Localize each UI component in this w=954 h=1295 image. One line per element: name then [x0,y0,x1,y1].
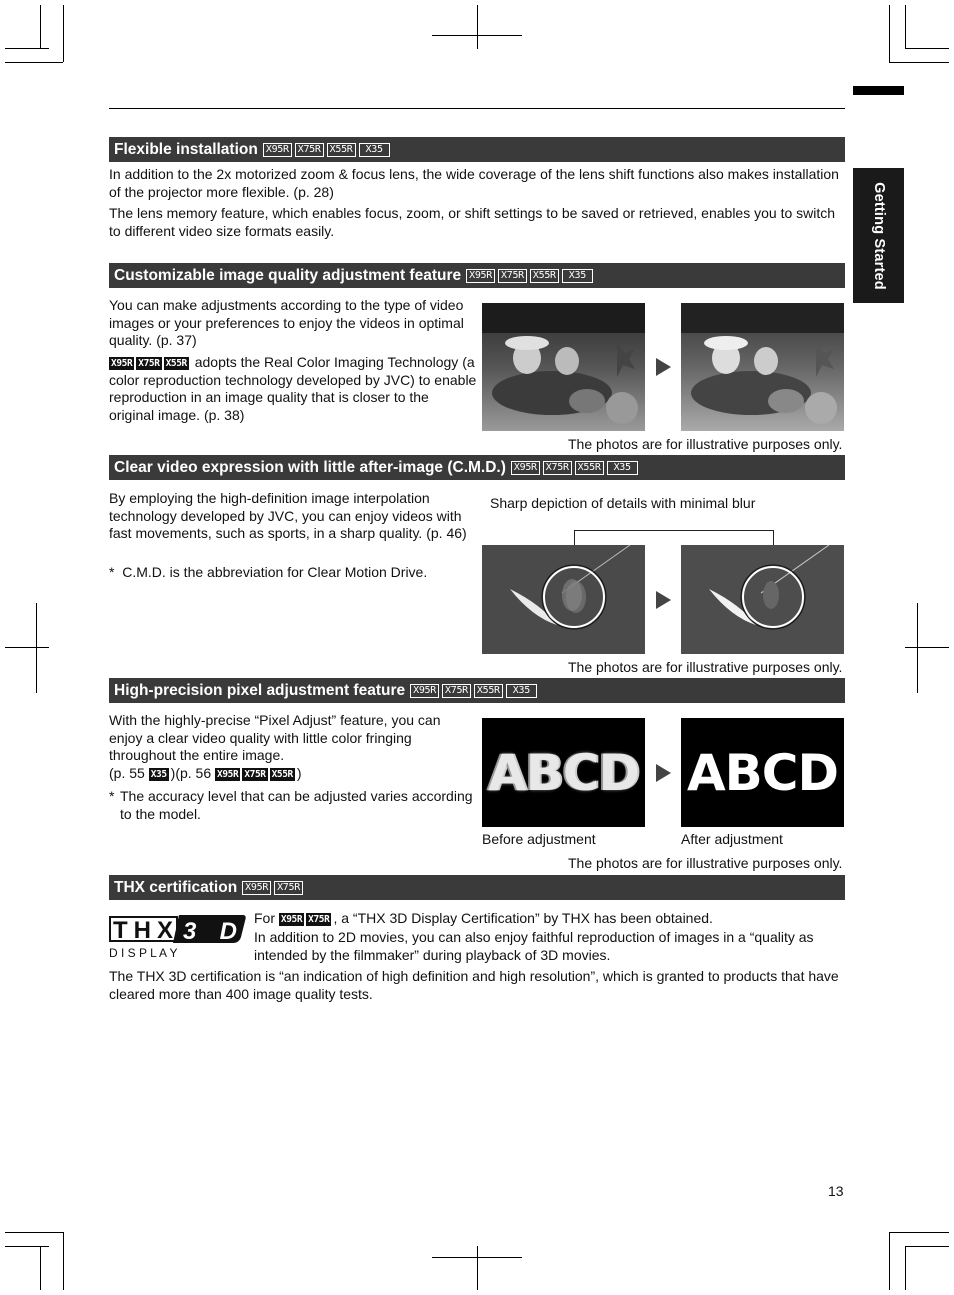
after-label: After adjustment [681,831,783,847]
note-text: The accuracy level that can be adjusted varies according to the model. [120,788,473,822]
page-number: 13 [828,1183,844,1199]
crop-mark [889,1232,949,1233]
model-badge: X55R [575,461,604,475]
arrow-right-icon [656,591,671,609]
model-badge: X75R [138,358,160,369]
model-badge: X75R [543,461,572,475]
model-badge: X35 [359,143,390,157]
crop-mark [36,603,37,693]
photo-before-beach [482,303,645,431]
model-badge: X55R [530,269,559,283]
model-badge: X75R [274,881,303,895]
paragraph: In addition to 2D movies, you can also enjoy faithful reproduction of images in a “quality as intended by the filmmaker” during playback of 3D movies. [254,929,814,963]
model-badge: X75R [295,143,324,157]
svg-text:3D: 3D [183,918,237,945]
model-badge: X75R [498,269,527,283]
arrow-right-icon [656,764,671,782]
photo-note: The photos are for illustrative purposes only. [568,855,843,871]
photo-after-surfer [681,545,844,654]
crop-mark [5,1232,63,1233]
crop-mark [889,62,949,63]
crop-mark [889,1232,890,1290]
footnote [109,564,477,582]
side-tab[interactable] [853,168,904,303]
header-rule [109,108,845,109]
logo-thx-text: THX [113,917,173,944]
photo-after-beach [681,303,844,431]
model-badge: X35 [562,269,593,283]
model-badge: X95R [242,881,271,895]
model-badge: X95R [280,914,303,925]
crop-mark [432,1257,522,1258]
note-marker: * [109,564,115,580]
section-header-pixel-adjust [109,678,845,703]
paragraph: The lens memory feature, which enables focus, zoom, or shift settings to be saved or retrieved, enables you to switch to different video size formats easily. [109,205,836,239]
crop-mark [5,62,63,63]
section-header-cmd [109,455,845,480]
section-title: High-precision pixel adjustment feature [114,681,406,699]
paragraph: The THX 3D certification is “an indication of high definition and high resolution”, which is granted to products that have cleared more than 400 image quality tests. [109,968,839,1002]
section-header-thx [109,875,845,900]
footnote [109,788,477,823]
crop-mark [432,35,522,36]
abcd-after-image [681,718,844,827]
model-badge: X55R [165,358,187,369]
model-badge: X35 [150,769,167,780]
callout-line [574,530,774,531]
abcd-sample-text: ABCD [686,743,838,802]
arrow-right-icon [656,358,671,376]
model-badge: X75R [308,914,330,925]
paragraph: With the highly-precise “Pixel Adjust” feature, you can enjoy a clear video quality with little color fringing throughout the entire image. [109,712,441,764]
ref-text: (p. 55 [109,765,145,781]
model-badge: X35 [607,461,638,475]
crop-mark [477,5,478,49]
crop-mark [905,647,949,648]
section-title: Flexible installation [114,140,258,158]
paragraph: In addition to the 2x motorized zoom & focus lens, the wide coverage of the lens shift functions also makes installation of the projector more flexible. (p. 28) [109,166,839,200]
crop-mark [917,603,918,693]
model-badge: X55R [474,684,503,698]
image-caption: Sharp depiction of details with minimal blur [490,495,756,511]
model-badge: X55R [271,769,293,780]
paragraph: By employing the high-definition image interpolation technology developed by JVC, you can enjoy videos with fast movements, such as sports, in a sharp quality. (p. 46) [109,490,467,542]
section-title: Clear video expression with little after-image (C.M.D.) [114,458,506,476]
photo-note: The photos are for illustrative purposes only. [568,436,843,452]
section-title: Customizable image quality adjustment feature [114,266,462,284]
model-badge: X35 [506,684,537,698]
model-badge: X95R [263,143,292,157]
side-tab-label: Getting Started [870,181,887,290]
crop-mark [477,1246,478,1290]
crop-mark [5,1246,49,1247]
section-header-flexible-installation [109,137,845,162]
note-text: C.M.D. is the abbreviation for Clear Motion Drive. [122,564,428,580]
before-label: Before adjustment [482,831,596,847]
ref-text: ) [296,765,302,781]
paragraph-text: adopts the Real Color Imaging Technology (a color reproduction technology developed by JVC) to enable reproduction in an image quality that is closer to the original image. (p. 38) [109,354,477,423]
paragraph: You can make adjustments according to the type of video images or your preferences to enjoy the videos in optimal quality. (p. 37) [109,297,464,349]
logo-display-text: D I S P L A Y [109,946,178,960]
text: , a “THX 3D Display Certification” by THX has been obtained. [333,910,713,926]
crop-mark [5,48,49,49]
section-header-image-quality [109,263,845,288]
paragraph [254,910,854,928]
model-badge: X95R [410,684,439,698]
photo-before-surfer [482,545,645,654]
model-badge: X95R [111,358,133,369]
model-badge: X75R [244,769,266,780]
model-badge: X75R [442,684,471,698]
crop-mark [905,48,949,49]
section-title: THX certification [114,878,238,896]
photo-note: The photos are for illustrative purposes only. [568,659,843,675]
model-badge: X95R [217,769,239,780]
crop-mark [63,5,64,62]
ref-text: )(p. 56 [170,765,212,781]
abcd-sample-text: ABCD [487,743,639,802]
model-badge: X95R [466,269,495,283]
crop-mark [40,5,41,49]
note-marker: * [109,788,115,804]
crop-mark [905,1246,949,1247]
crop-mark [905,1246,906,1290]
crop-mark [889,5,890,62]
abcd-before-image [482,718,645,827]
crop-mark [905,5,906,49]
crop-mark [5,647,49,648]
crop-mark [63,1232,64,1290]
header-bar [853,86,904,95]
text: For [254,910,275,926]
paragraph [109,354,477,424]
model-badge: X55R [327,143,356,157]
crop-mark [40,1246,41,1290]
thx-3d-display-logo [109,909,249,961]
model-badge: X95R [511,461,540,475]
page-references [109,765,477,783]
